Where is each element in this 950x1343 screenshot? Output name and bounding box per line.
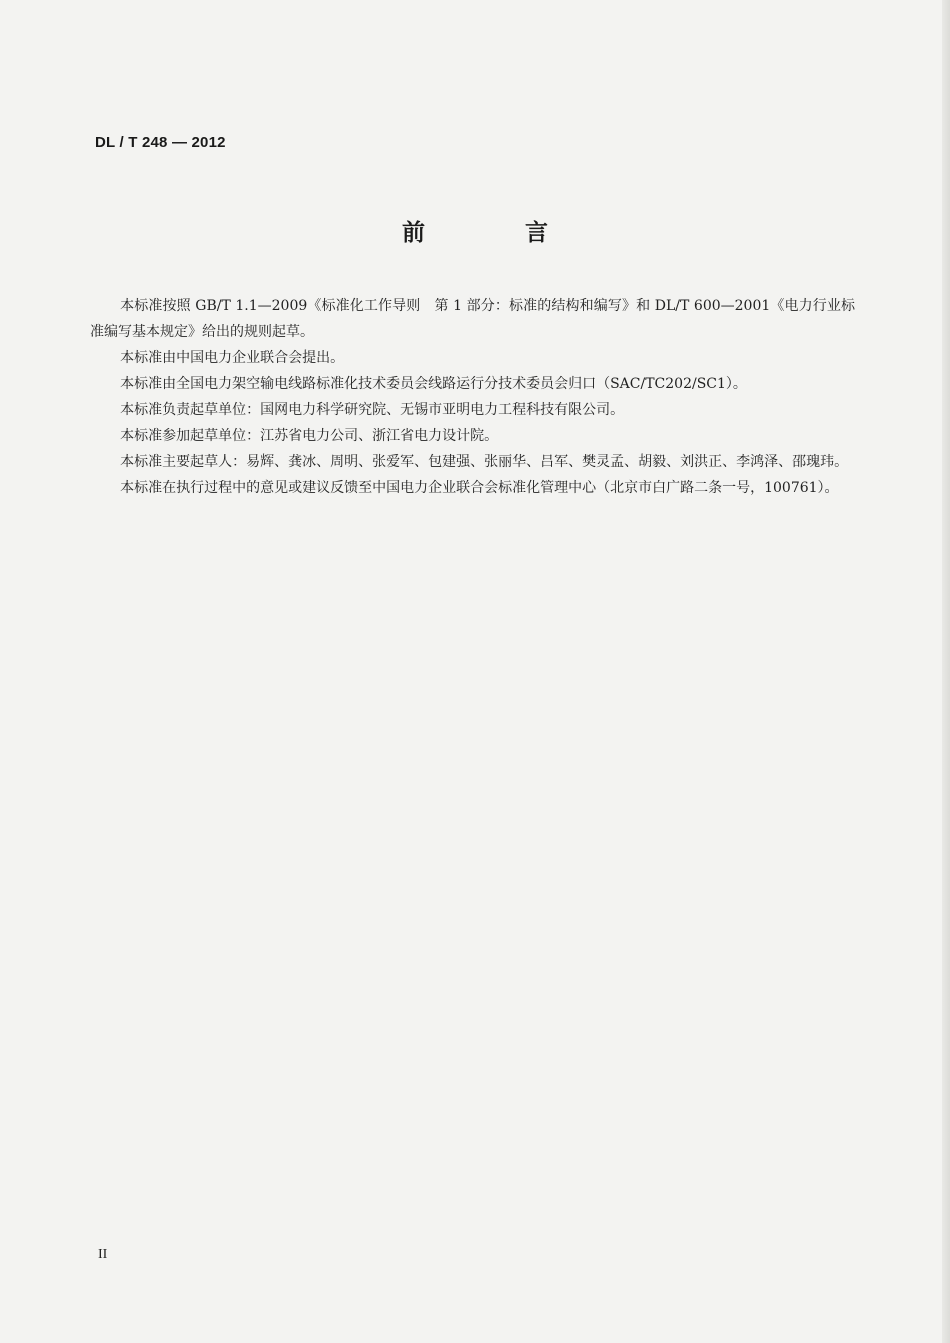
- paragraph-technical-committee: 本标准由全国电力架空输电线路标准化技术委员会线路运行分技术委员会归口（SAC/TC202/SC1）。: [120, 376, 747, 392]
- page-number: II: [98, 1247, 108, 1262]
- foreword-body: [90, 293, 855, 501]
- page-edge: [942, 0, 950, 1343]
- paragraph-feedback: 本标准在执行过程中的意见或建议反馈至中国电力企业联合会标准化管理中心（北京市白广路二条一号，100761）。: [120, 480, 839, 496]
- paragraph-drafting-rules: 本标准按照 GB/T 1.1—2009《标准化工作导则 第 1 部分：标准的结构和编写》和 DL/T 600—2001《电力行业标准编写基本规定》给出的规则起草。: [90, 298, 855, 340]
- document-code: DL / T 248 — 2012: [95, 134, 226, 151]
- paragraph-participating-drafters: 本标准参加起草单位：江苏省电力公司、浙江省电力设计院。: [120, 428, 499, 444]
- paragraph-proposer: 本标准由中国电力企业联合会提出。: [120, 350, 345, 366]
- paragraph-main-authors: 本标准主要起草人：易辉、龚冰、周明、张爱军、包建强、张丽华、吕军、樊灵孟、胡毅、刘洪正、李鸿泽、邵瑰玮。: [120, 454, 849, 470]
- page-title: 前 言: [401, 220, 594, 246]
- paragraph-lead-drafters: 本标准负责起草单位：国网电力科学研究院、无锡市亚明电力工程科技有限公司。: [120, 402, 625, 418]
